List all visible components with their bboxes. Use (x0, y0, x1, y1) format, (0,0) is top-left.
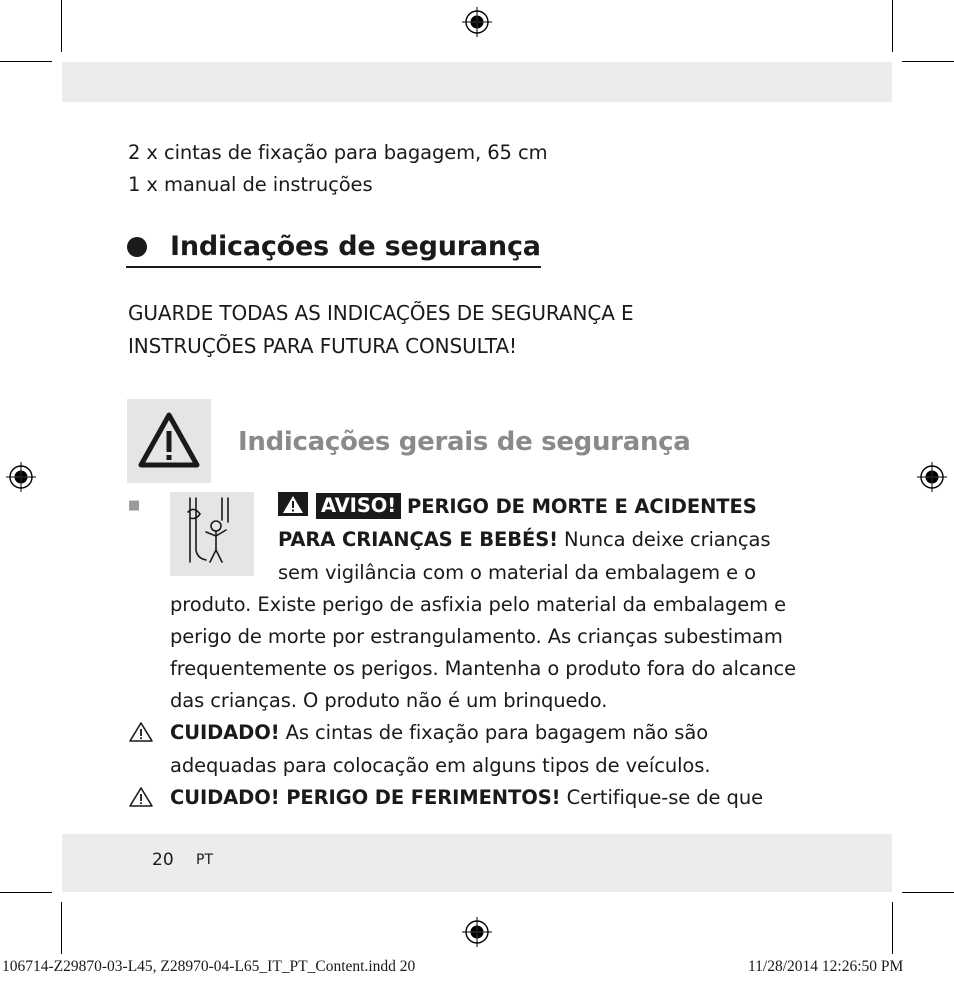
caution-line (170, 717, 708, 749)
footer-band (62, 834, 892, 892)
caution-triangle-icon (128, 785, 154, 809)
child-hazard-box (170, 492, 254, 576)
caution-line: adequadas para colocação em alguns tipos de veículos. (170, 754, 711, 777)
caution-line (170, 782, 763, 814)
warning-title: PERIGO DE MORTE E ACIDENTES (407, 495, 757, 518)
crop-mark (0, 892, 52, 893)
page-number: 20 (152, 850, 174, 870)
section-heading: Indicações de segurança (170, 231, 541, 262)
crop-mark (0, 61, 52, 62)
warning-title: PARA CRIANÇAS E BEBÉS! (278, 528, 558, 551)
registration-mark-icon (917, 462, 947, 492)
crop-mark (61, 0, 62, 52)
warning-text-line: perigo de morte por estrangulamento. As crianças subestimam (170, 625, 783, 648)
list-bullet: ■ (128, 498, 141, 513)
aviso-badge: AVISO! (316, 493, 401, 519)
warning-text-line: sem vigilância com o material da embalagem e o (278, 561, 756, 584)
warning-title-line (278, 491, 757, 523)
child-strangulation-icon (170, 492, 254, 576)
section-bullet-icon (127, 237, 147, 257)
warning-triangle-icon (127, 399, 211, 483)
crop-mark (892, 0, 893, 52)
registration-mark-icon (462, 7, 492, 37)
slug-timestamp: 11/28/2014 12:26:50 PM (748, 958, 904, 975)
crop-mark (892, 902, 893, 954)
subsection-heading: Indicações gerais de segurança (238, 427, 691, 457)
caution-text: As cintas de fixação para bagagem não são (285, 721, 709, 744)
caution-triangle-icon (128, 720, 154, 744)
heading-underline (126, 266, 541, 268)
crop-mark (61, 902, 62, 954)
keep-instructions-line: GUARDE TODAS AS INDICAÇÕES DE SEGURANÇA E (128, 301, 634, 325)
contents-line: 2 x cintas de fixação para bagagem, 65 cm (128, 141, 548, 164)
slug-filename: 106714-Z29870-03-L45, Z28970-04-L65_IT_PT_Content.indd 20 (2, 958, 416, 975)
header-band (62, 62, 892, 102)
warning-text-line: frequentemente os perigos. Mantenha o produto fora do alcance (170, 657, 797, 680)
warning-text-line: produto. Existe perigo de asfixia pelo material da embalagem e (170, 593, 787, 616)
caution-label: CUIDADO! PERIGO DE FERIMENTOS! (170, 786, 561, 809)
warning-text: Nunca deixe crianças (564, 528, 771, 551)
caution-text: Certifique-se de que (566, 786, 763, 809)
registration-mark-icon (462, 917, 492, 947)
warning-triangle-icon (278, 492, 308, 516)
warning-text-line (278, 524, 770, 556)
crop-mark (902, 892, 954, 893)
page-language: PT (196, 852, 213, 868)
registration-mark-icon (6, 462, 36, 492)
warning-box (127, 399, 211, 483)
crop-mark (902, 61, 954, 62)
keep-instructions-line: INSTRUÇÕES PARA FUTURA CONSULTA! (128, 334, 517, 358)
warning-text-line: das crianças. O produto não é um brinquedo. (170, 689, 608, 712)
contents-line: 1 x manual de instruções (128, 173, 373, 196)
caution-label: CUIDADO! (170, 721, 280, 744)
